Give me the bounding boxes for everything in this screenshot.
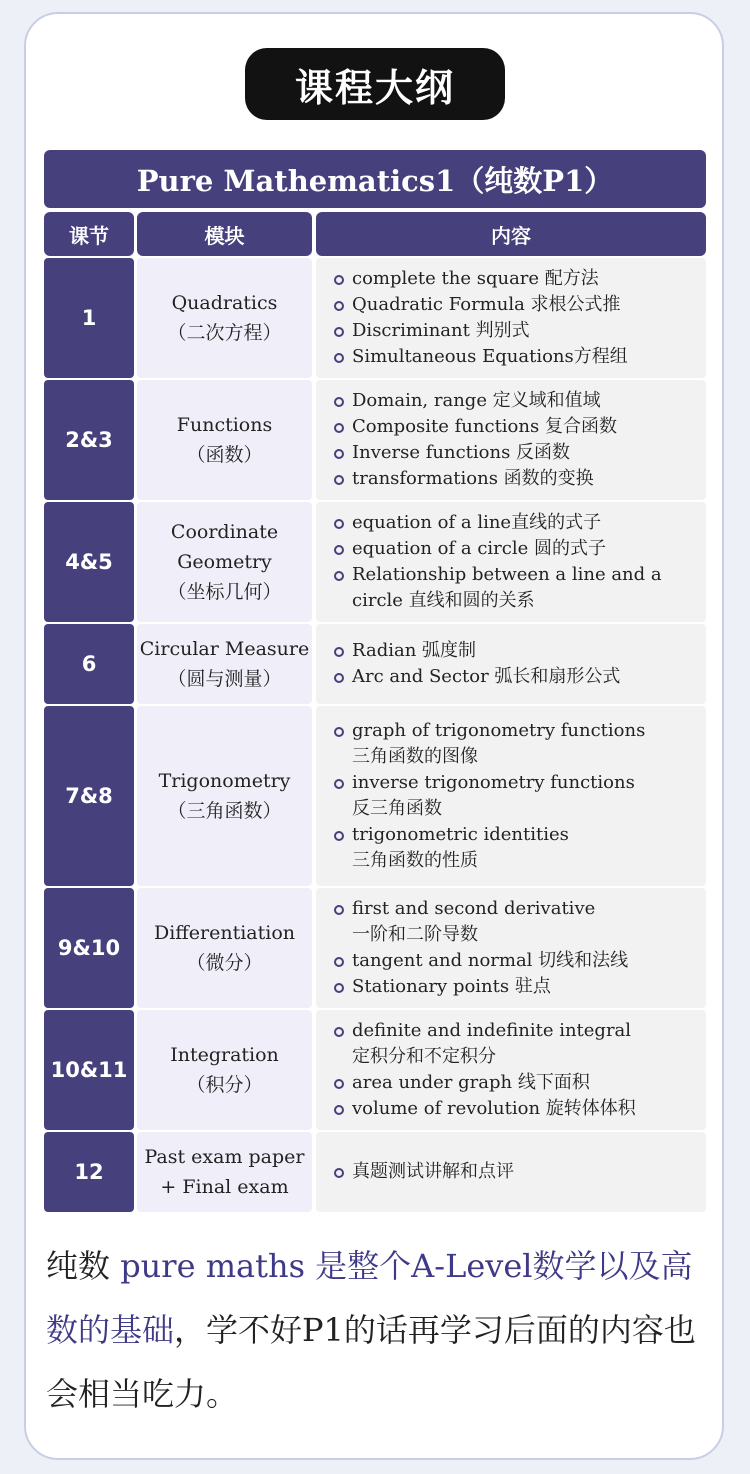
header-lesson: 课节	[44, 212, 134, 256]
course-banner: Pure Mathematics1（纯数P1）	[44, 150, 706, 208]
content-item	[334, 414, 698, 440]
lesson-cell: 4&5	[44, 502, 134, 622]
content-item	[334, 822, 698, 874]
footer-part-1: 纯数	[46, 1247, 121, 1285]
content-item	[334, 562, 698, 614]
content-item	[334, 536, 698, 562]
content-text: Quadratic Formula 求根公式推	[352, 294, 621, 315]
content-text: circle 直线和圆的关系	[352, 590, 535, 611]
content-cell	[316, 706, 706, 886]
content-text: 三角函数的性质	[352, 850, 478, 871]
module-line: （函数）	[186, 444, 263, 466]
content-item	[334, 440, 698, 466]
content-text: Discriminant 判别式	[352, 320, 530, 341]
bullet-circle-icon	[334, 397, 344, 407]
bullet-circle-icon	[334, 647, 344, 657]
module-line: （坐标几何）	[167, 581, 282, 603]
content-text: inverse trigonometry functions	[352, 772, 635, 793]
bullet-circle-icon	[334, 1168, 344, 1178]
module-line: Integration	[170, 1044, 279, 1066]
content-item	[334, 510, 698, 536]
bullet-circle-icon	[334, 545, 344, 555]
content-cell	[316, 1132, 706, 1212]
bullet-circle-icon	[334, 831, 344, 841]
lesson-cell: 2&3	[44, 380, 134, 500]
module-cell	[137, 888, 312, 1008]
footer-text	[46, 1234, 710, 1426]
content-item	[334, 292, 698, 318]
module-line: （二次方程）	[167, 322, 282, 344]
content-text: first and second derivative	[352, 898, 596, 919]
bullet-circle-icon	[334, 779, 344, 789]
bullet-circle-icon	[334, 571, 344, 581]
module-line: + Final exam	[160, 1176, 289, 1198]
bullet-circle-icon	[334, 327, 344, 337]
module-cell	[137, 380, 312, 500]
content-text: Stationary points 驻点	[352, 976, 551, 997]
content-text: 三角函数的图像	[352, 746, 478, 767]
content-item	[334, 266, 698, 292]
module-line: Geometry	[177, 551, 272, 573]
bullet-circle-icon	[334, 673, 344, 683]
bullet-circle-icon	[334, 727, 344, 737]
content-item	[334, 1018, 698, 1070]
module-line: （三角函数）	[167, 800, 282, 822]
module-line: Trigonometry	[158, 770, 291, 792]
content-text: 一阶和二阶导数	[352, 924, 478, 945]
content-item	[334, 1096, 698, 1122]
content-item	[334, 638, 698, 664]
content-text: Simultaneous Equations方程组	[352, 346, 628, 367]
footer-highlight: pure maths 是整个A-Level数学以及高数的基础	[46, 1247, 693, 1349]
content-text: 真题测试讲解和点评	[352, 1161, 514, 1182]
content-text: Domain, range 定义域和值域	[352, 390, 601, 411]
content-text: complete the square 配方法	[352, 268, 599, 289]
content-text: Radian 弧度制	[352, 640, 477, 661]
content-text: transformations 函数的变换	[352, 468, 594, 489]
content-item	[334, 344, 698, 370]
lesson-cell: 10&11	[44, 1010, 134, 1130]
lesson-cell: 1	[44, 258, 134, 378]
module-line: Coordinate	[170, 521, 279, 543]
bullet-circle-icon	[334, 1105, 344, 1115]
bullet-circle-icon	[334, 519, 344, 529]
content-item	[334, 770, 698, 822]
content-text: tangent and normal 切线和法线	[352, 950, 629, 971]
module-cell	[137, 624, 312, 704]
content-text: volume of revolution 旋转体体积	[352, 1098, 636, 1119]
bullet-circle-icon	[334, 1079, 344, 1089]
bullet-circle-icon	[334, 475, 344, 485]
footer-part-3: ，学不好P1的话再学习后面的内容也会相当吃力。	[46, 1311, 696, 1413]
module-line: （圆与测量）	[167, 668, 282, 690]
content-cell	[316, 380, 706, 500]
module-line: Past exam paper	[144, 1146, 305, 1168]
bullet-circle-icon	[334, 423, 344, 433]
content-text: definite and indefinite integral	[352, 1020, 632, 1041]
lesson-cell: 6	[44, 624, 134, 704]
content-text: Arc and Sector 弧长和扇形公式	[352, 666, 621, 687]
content-text: Relationship between a line and a	[352, 564, 662, 585]
content-text: 定积分和不定积分	[352, 1046, 496, 1067]
content-item	[334, 896, 698, 948]
content-cell	[316, 258, 706, 378]
content-text: graph of trigonometry functions	[352, 720, 646, 741]
module-cell	[137, 1010, 312, 1130]
lesson-cell: 7&8	[44, 706, 134, 886]
content-item	[334, 974, 698, 1000]
bullet-circle-icon	[334, 905, 344, 915]
module-line: Circular Measure	[139, 638, 310, 660]
content-cell	[316, 502, 706, 622]
content-text: area under graph 线下面积	[352, 1072, 590, 1093]
content-item	[334, 1070, 698, 1096]
bullet-circle-icon	[334, 449, 344, 459]
header-content: 内容	[316, 212, 706, 256]
content-text: trigonometric identities	[352, 824, 569, 845]
content-item	[334, 948, 698, 974]
content-item	[334, 466, 698, 492]
content-text: equation of a line直线的式子	[352, 512, 602, 533]
header-module: 模块	[137, 212, 312, 256]
content-cell	[316, 624, 706, 704]
lesson-cell: 12	[44, 1132, 134, 1212]
bullet-circle-icon	[334, 1027, 344, 1037]
content-item	[334, 318, 698, 344]
module-cell	[137, 502, 312, 622]
content-item	[334, 664, 698, 690]
bullet-circle-icon	[334, 301, 344, 311]
module-line: Functions	[176, 414, 273, 436]
bullet-circle-icon	[334, 983, 344, 993]
lesson-cell: 9&10	[44, 888, 134, 1008]
bullet-circle-icon	[334, 353, 344, 363]
module-cell	[137, 1132, 312, 1212]
content-item	[334, 718, 698, 770]
content-item	[334, 388, 698, 414]
bullet-circle-icon	[334, 275, 344, 285]
page-title: 课程大纲	[245, 48, 505, 120]
module-line: （微分）	[186, 952, 263, 974]
content-text: Inverse functions 反函数	[352, 442, 571, 463]
module-cell	[137, 258, 312, 378]
content-cell	[316, 1010, 706, 1130]
content-item	[334, 1159, 698, 1185]
module-line: （积分）	[186, 1074, 263, 1096]
module-line: Quadratics	[171, 292, 278, 314]
content-cell	[316, 888, 706, 1008]
module-cell	[137, 706, 312, 886]
content-text: Composite functions 复合函数	[352, 416, 617, 437]
bullet-circle-icon	[334, 957, 344, 967]
module-line: Differentiation	[153, 922, 296, 944]
content-text: equation of a circle 圆的式子	[352, 538, 606, 559]
content-text: 反三角函数	[352, 798, 442, 819]
